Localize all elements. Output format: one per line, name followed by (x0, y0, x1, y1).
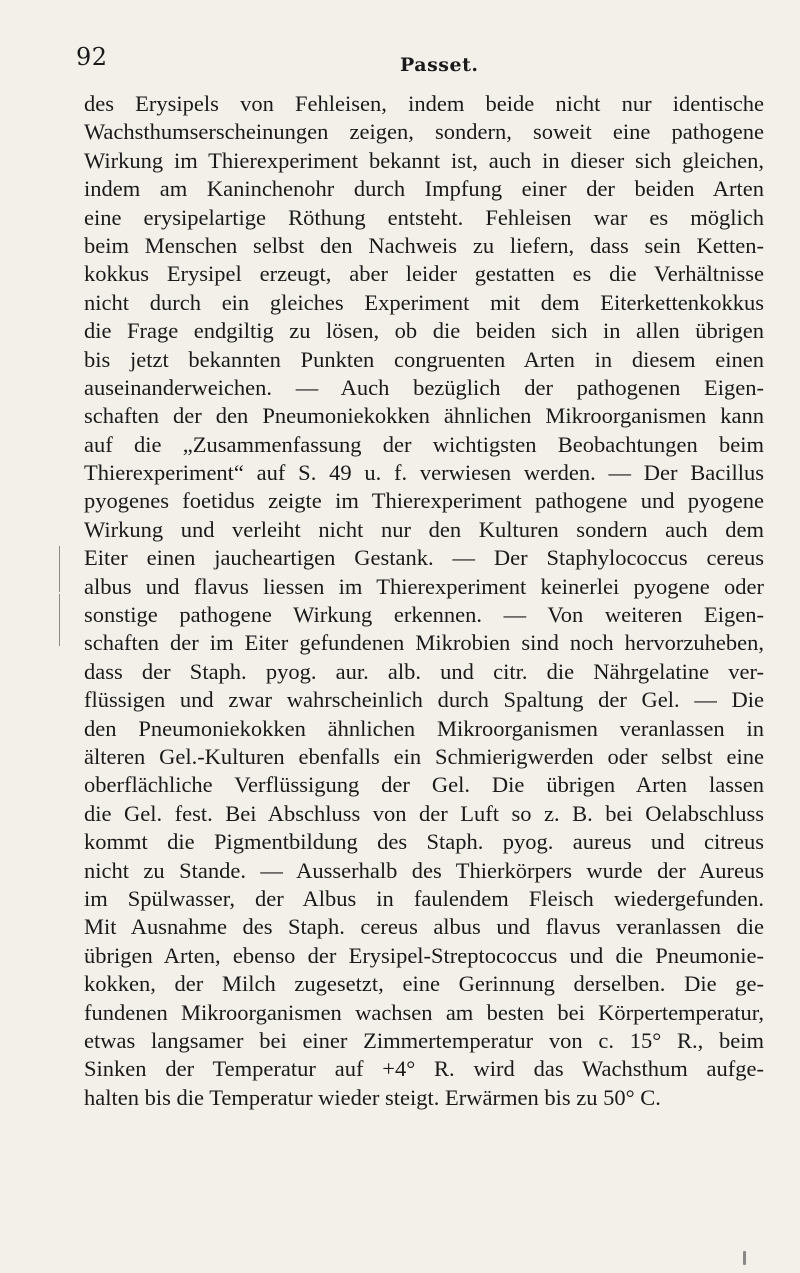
text-line: älteren Gel.-Kulturen ebenfalls ein Schmierigwerden oder selbst eine (84, 743, 764, 769)
text-line: Wachsthumserscheinungen zeigen, sondern, soweit eine pathogene (84, 119, 764, 145)
text-line: sonstige pathogene Wirkung erkennen. — Von weiteren Eigen- (84, 602, 764, 628)
text-line: im Spülwasser, der Albus in faulendem Fleisch wiedergefunden. (84, 885, 764, 911)
running-title: Passet. (400, 54, 479, 76)
text-line: Thierexperiment“ auf S. 49 u. f. verwiesen werden. — Der Bacillus (84, 460, 764, 486)
text-line: die Gel. fest. Bei Abschluss von der Luft so z. B. bei Oelabschluss (84, 800, 764, 826)
text-line: halten bis die Temperatur wieder steigt. Erwärmen bis zu 50° C. (84, 1084, 661, 1110)
text-line: Mit Ausnahme des Staph. cereus albus und flavus veranlassen die (84, 914, 764, 940)
text-line: Sinken der Temperatur auf +4° R. wird das Wachsthum aufge- (84, 1056, 764, 1082)
margin-mark (59, 546, 60, 592)
text-line: pyogenes foetidus zeigte im Thierexperiment pathogene und pyogene (84, 488, 764, 514)
text-line: die Frage endgiltig zu lösen, ob die beiden sich in allen übrigen (84, 318, 764, 344)
text-line: flüssigen und zwar wahrscheinlich durch Spaltung der Gel. — Die (84, 687, 764, 713)
margin-mark (59, 594, 60, 646)
text-line: indem am Kaninchenohr durch Impfung einer der beiden Arten (84, 176, 764, 202)
text-line: dass der Staph. pyog. aur. alb. und citr. die Nährgelatine ver- (84, 658, 764, 684)
text-line: albus und flavus liessen im Thierexperiment keinerlei pyogene oder (84, 573, 764, 599)
text-line: nicht zu Stande. — Ausserhalb des Thierkörpers wurde der Aureus (84, 857, 764, 883)
body-text (84, 90, 764, 1112)
text-line: auseinanderweichen. — Auch bezüglich der pathogenen Eigen- (84, 374, 764, 400)
text-line: Eiter einen jaucheartigen Gestank. — Der Staphylococcus cereus (84, 545, 764, 571)
text-line: kokkus Erysipel erzeugt, aber leider gestatten es die Verhältnisse (84, 261, 764, 287)
text-line: fundenen Mikroorganismen wachsen am besten bei Körpertemperatur, (84, 999, 764, 1025)
text-line: des Erysipels von Fehleisen, indem beide nicht nur identische (84, 91, 764, 116)
text-line: etwas langsamer bei einer Zimmertemperatur von c. 15° R., beim (84, 1027, 764, 1053)
text-line: auf die „Zusammenfassung der wichtigsten Beobachtungen beim (84, 431, 764, 457)
text-line: den Pneumoniekokken ähnlichen Mikroorganismen veranlassen in (84, 715, 764, 741)
text-line: oberflächliche Verflüssigung der Gel. Die übrigen Arten lassen (84, 772, 764, 798)
text-line: eine erysipelartige Röthung entsteht. Fehleisen war es möglich (84, 204, 764, 230)
text-line: Wirkung im Thierexperiment bekannt ist, auch in dieser sich gleichen, (84, 147, 764, 173)
text-line: nicht durch ein gleiches Experiment mit dem Eiterkettenkokkus (84, 289, 764, 315)
text-line: beim Menschen selbst den Nachweis zu liefern, dass sein Ketten- (84, 232, 764, 258)
page-number: 92 (76, 43, 108, 71)
ink-mark (743, 1251, 746, 1265)
text-line: bis jetzt bekannten Punkten congruenten Arten in diesem einen (84, 346, 764, 372)
text-line: kommt die Pigmentbildung des Staph. pyog. aureus und citreus (84, 829, 764, 855)
text-line: schaften der im Eiter gefundenen Mikrobien sind noch hervorzuheben, (84, 630, 764, 656)
text-line: übrigen Arten, ebenso der Erysipel-Streptococcus und die Pneumonie- (84, 942, 764, 968)
text-line: kokken, der Milch zugesetzt, eine Gerinnung derselben. Die ge- (84, 971, 764, 997)
text-line: schaften der den Pneumoniekokken ähnlichen Mikroorganismen kann (84, 403, 764, 429)
text-line: Wirkung und verleiht nicht nur den Kulturen sondern auch dem (84, 516, 764, 542)
